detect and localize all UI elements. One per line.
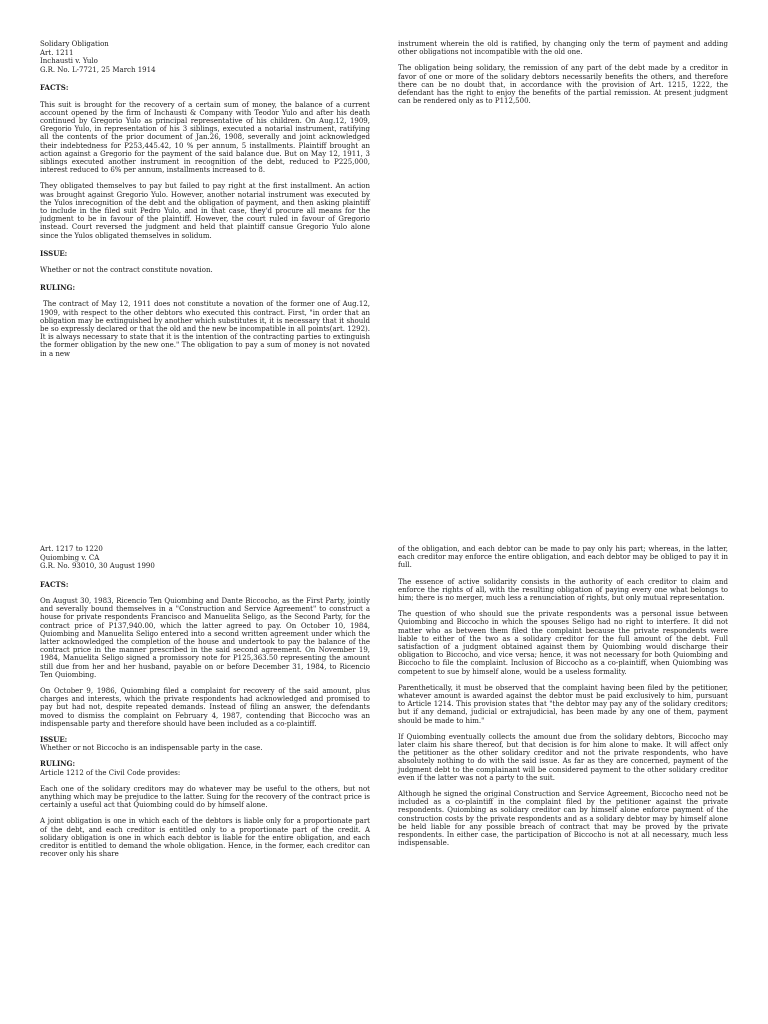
case1-issue-text: Whether or not the contract constitute novation. <box>40 266 213 275</box>
case1-ruling-paragraph: instrument wherein the old is ratified, by changing only the term of payment and adding other obligations not incompatible with the old one. <box>398 40 728 57</box>
case2-ruling-paragraph: Although he signed the original Construction and Service Agreement, Biccocho need not be included as a co-plaintiff in the complaint filed by the petitioner against the private respondents. Quiombing as solidary creditor can by himself alone enforce payment of the construction costs by the private respondents and as a solidary debtor may by himself alone be held liable for any possible breach of contract that may be proved by the private respondents. In either case, the participation of Biccocho is not at all necessary, much less indispensable. <box>398 790 728 848</box>
case1-facts-paragraph: They obligated themselves to pay but failed to pay right at the first installment. An action was brought against Gregorio Yulo. However, another notarial instrument was executed by the Yulos inrecognition of the debt and the obligation of payment, and then asking plaintiff to include in the filed suit Pedro Yulo, and in that case, they'd procure all means for the judgment to be in favour of the plaintiff. However, the court ruled in favour of Gregorio instead. Court reversed the judgment and held that plaintiff cansue Gregorio Yulo alone since the Yulos obligated themselves in solidum. <box>40 182 370 240</box>
case2-facts-paragraph: On October 9, 1986, Quiombing filed a complaint for recovery of the said amount, plus charges and interests, which the private respondents had acknowledged and promised to pay but had not, despite repeated demands. Instead of filing an answer, the defendants moved to dismiss the complaint on February 4, 1987, contending that Biccocho was an indispensable party and therefore should have been included as a co-plaintiff. <box>40 687 370 728</box>
case2-ruling-label: RULING: <box>40 759 76 769</box>
case2-facts-label: FACTS: <box>40 579 69 589</box>
case1-left-column <box>40 40 370 366</box>
case1-title: Solidary Obligation <box>40 40 109 48</box>
case1-ruling-paragraph: The obligation being solidary, the remission of any part of the debt made by a creditor in favor of one or more of the solidary debtors necessarily benefits the others, and therefore there can be no doubt that, in accordance with the provision of Art. 1215, 1222, the defendant has the right to enjoy the benefits of the partial remission. At present judgment can be rendered only as to P112,500. <box>398 64 728 106</box>
case1-issue-label: ISSUE: <box>40 248 68 258</box>
case1-ruling-paragraph: The contract of May 12, 1911 does not constitute a novation of the former one of Aug.12, 1909, with respect to the other debtors who executed this contract. First, "in order that an obligation may be extinguished by another which substitutes it, it is necessary that it should be so expressly declared or that the old and the new be incompatible in all points(art. 1292). It is always necessary to state that it is the intention of the contracting parties to extinguish the former obligation by the new one." The obligation to pay a sum of money is not novated in a new <box>40 300 370 358</box>
case1-ruling-label: RULING: <box>40 283 76 293</box>
case1-gr-number: G.R. No. L-7721, 25 March 1914 <box>40 65 156 74</box>
case2-ruling-paragraph: If Quiombing eventually collects the amount due from the solidary debtors, Biccocho may later claim his share thereof, but that decision is for him alone to make. It will affect only the petitioner as the other solidary creditor and not the private respondents, who have absolutely nothing to do with the said issue. As far as they are concerned, payment of the judgment debt to the complainant will be considered payment to the other solidary creditor even if the latter was not a party to the suit. <box>398 732 728 782</box>
case2-article: Art. 1217 to 1220 <box>40 545 103 553</box>
case2-right-column <box>398 545 728 856</box>
case1-right-column <box>398 40 728 113</box>
case2-case-name: Quiombing v. CA <box>40 553 100 562</box>
case2-ruling-paragraph: of the obligation, and each debtor can be made to pay only his part; whereas, in the latter, each creditor may enforce the entire obligation, and each debtor may be obliged to pay it in full. <box>398 545 728 570</box>
case1-header <box>40 40 370 74</box>
case1-case-name: Inchausti v. Yulo <box>40 57 98 66</box>
case2-left-column <box>40 545 370 866</box>
case2-ruling-paragraph: Each one of the solidary creditors may do whatever may be useful to the others, but not anything which may be prejudice to the latter. Suing for the recovery of the contract price is certainly a useful act that Quiombing could do by himself alone. <box>40 784 370 810</box>
case2-header <box>40 545 370 571</box>
case1-article: Art. 1211 <box>40 48 74 57</box>
case2-ruling-paragraph: The question of who should sue the private respondents was a personal issue between Quiombing and Biccocho in which the spouses Seligo had no right to interfere. It did not matter who as between them filed the complaint because the private respondents were liable to either of the two as a solidary creditor for the full amount of the debt. Full satisfaction of a judgment obtained against them by Quiombing would discharge their obligation to Biccocho, and vice versa; hence, it was not necessary for both Quiombing and Biccocho to file the complaint. Inclusion of Biccocho as a co-plaintiff, when Quiombing was competent to sue by himself alone, would be a useless formality. <box>398 610 728 676</box>
case2-ruling-paragraph: The essence of active solidarity consists in the authority of each creditor to claim and enforce the rights of all, with the resulting obligation of paying every one what belongs to him; there is no merger, much less a renunciation of rights, but only mutual representation. <box>398 577 728 603</box>
case2-ruling-paragraph: Article 1212 of the Civil Code provides: <box>40 768 181 777</box>
case2-issue-text: Whether or not Biccocho is an indispensable party in the case. <box>40 744 263 753</box>
case2-ruling-paragraph: Parenthetically, it must be observed that the complaint having been filed by the petitioner, whatever amount is awarded against the debtor must be paid exclusively to him, pursuant to Article 1214. This provision states that "the debtor may pay any of the solidary creditors; but if any demand, judicial or extrajudicial, has been made by any one of them, payment should be made to him." <box>398 683 728 725</box>
case1-facts-paragraph: This suit is brought for the recovery of a certain sum of money, the balance of a current account opened by the firm of Inchausti & Company with Teodor Yulo and after his death continued by Gregorio Yulo as principal representative of his children. On Aug.12, 1909, Gregorio Yulo, in representation of his 3 siblings, executed a notarial instrument, ratifying all the contents of the prior document of Jan.26, 1908, severally and joint acknowledged their indebtedness for P253,445.42, 10 % per annum, 5 installments. Plaintiff brought an action against a Gregorio for the payment of the said balance due. But on May 12, 1911, 3 siblings executed another instrument in recognition of the debt, reduced to P225,000, interest reduced to 6% per annum, installments increased to 8. <box>40 100 370 175</box>
case1-facts-label: FACTS: <box>40 83 69 93</box>
case2-facts-paragraph: On August 30, 1983, Ricencio Ten Quiombing and Dante Biccocho, as the First Party, jointly and severally bound themselves in a "Construction and Service Agreement" to construct a house for private respondents Francisco and Manuelita Seligo, as the Second Party, for the contract price of P137,940.00, which the latter agreed to pay. On October 10, 1984, Quiombing and Manuelita Seligo entered into a second written agreement under which the latter acknowledged the completion of the house and undertook to pay the balance of the contract price in the manner prescribed in the said second agreement. On November 19, 1984, Manuelita Seligo signed a promissory note for P125,363.50 representing the amount still due from her and her husband, payable on or before December 31, 1984, to Ricencio Ten Quiombing. <box>40 596 370 679</box>
case2-ruling-paragraph: A joint obligation is one in which each of the debtors is liable only for a proportionate part of the debt, and each creditor is entitled only to a proportionate part of the credit. A solidary obligation is one in which each debtor is liable for the entire obligation, and each creditor is entitled to demand the whole obligation. Hence, in the former, each creditor can recover only his share <box>40 817 370 859</box>
case2-gr-number: G.R. No. 93010, 30 August 1990 <box>40 562 155 571</box>
case2-issue-label: ISSUE: <box>40 735 68 745</box>
